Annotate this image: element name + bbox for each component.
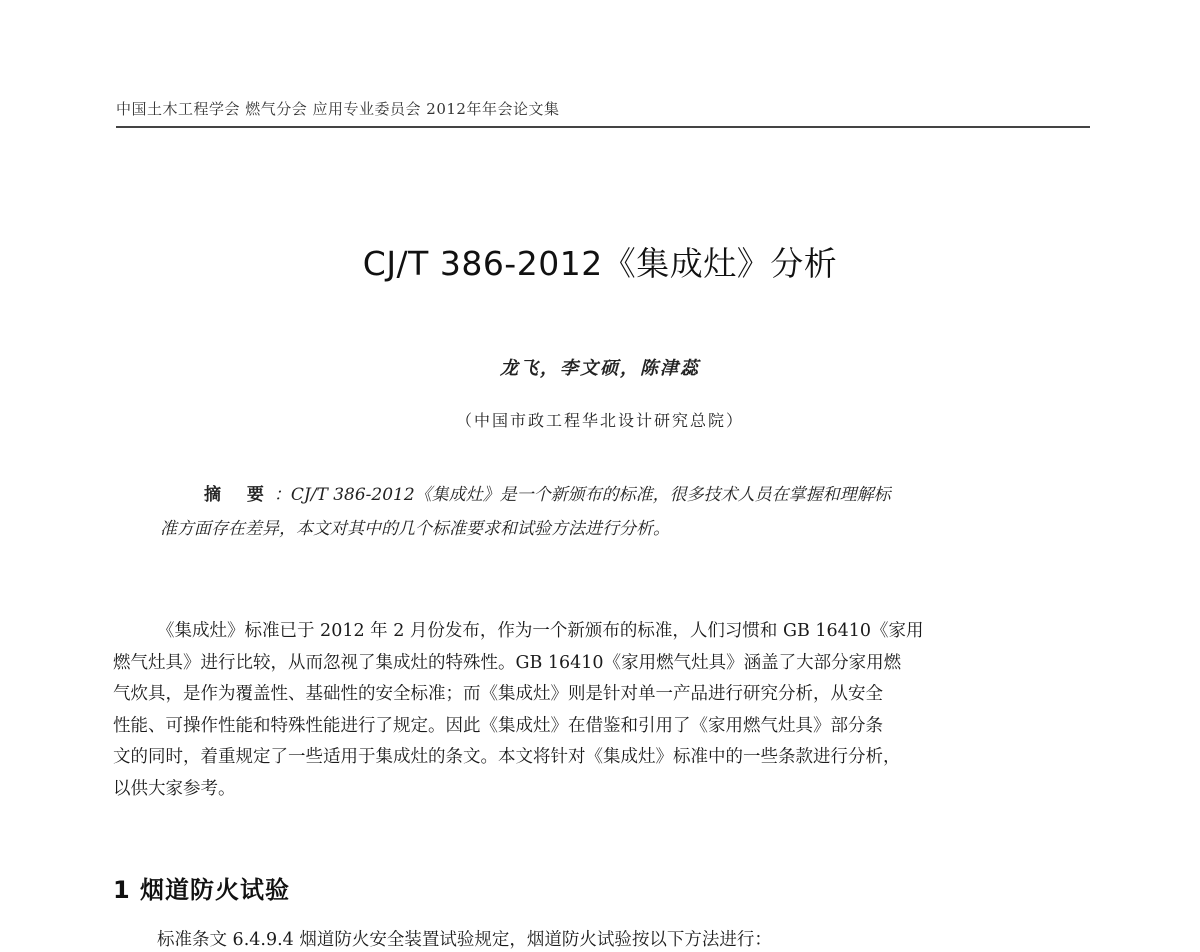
section-heading: 1 烟道防火试验 (113, 876, 291, 904)
paragraph-line: 以供大家参考。 (113, 778, 236, 799)
paper-authors: 龙飞，李文硕，陈津蕊 (500, 358, 700, 379)
running-header: 中国土木工程学会 燃气分会 应用专业委员会 2012年年会论文集 (116, 100, 560, 118)
paper-title: CJ/T 386-2012《集成灶》分析 (362, 244, 838, 283)
header-rule (116, 126, 1090, 128)
paragraph-line: 《集成灶》标准已于 2012 年 2 月份发布，作为一个新颁布的标准，人们习惯和 GB 16410《家用 (157, 621, 924, 641)
paragraph-line: 性能、可操作性能和特殊性能进行了规定。因此《集成灶》在借鉴和引用了《家用燃气灶具》部分条 (113, 715, 883, 736)
abstract-text: ：CJ/T 386-2012《集成灶》是一个新颁布的标准，很多技术人员在掌握和理解标 (273, 485, 891, 505)
abstract (160, 478, 1060, 546)
section-first-line: 标准条文 6.4.9.4 烟道防火安全装置试验规定，烟道防火试验按以下方法进行： (157, 930, 772, 950)
paper-affiliation: （中国市政工程华北设计研究总院） (455, 411, 744, 430)
abstract-label: 摘 要 (204, 485, 274, 505)
abstract-line (160, 478, 1060, 512)
paragraph-line: 文的同时，着重规定了一些适用于集成灶的条文。本文将针对《集成灶》标准中的一些条款进行分析， (113, 747, 901, 767)
paragraph-line: 气炊具，是作为覆盖性、基础性的安全标准；而《集成灶》则是针对单一产品进行研究分析，从安全 (113, 684, 883, 704)
paragraph-line: 燃气灶具》进行比较，从而忽视了集成灶的特殊性。GB 16410《家用燃气灶具》涵盖了大部分家用燃 (113, 652, 902, 673)
body-paragraph (113, 616, 1093, 805)
abstract-line: 准方面存在差异，本文对其中的几个标准要求和试验方法进行分析。 (160, 519, 670, 539)
